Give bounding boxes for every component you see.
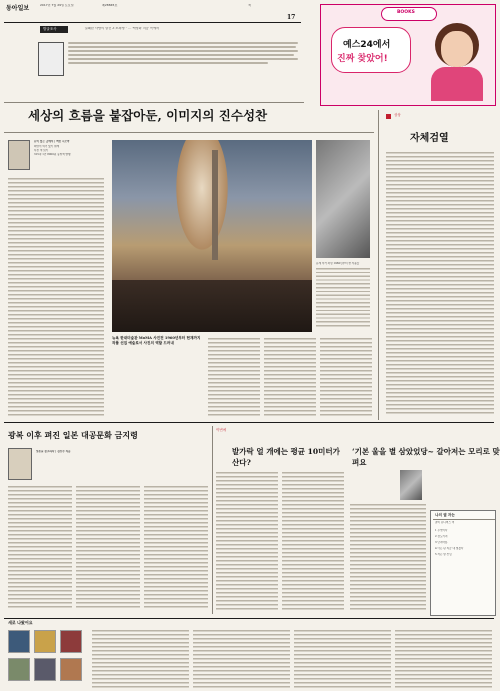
lower-left-headline: 광복 이후 펴진 일본 대공문화 금지령 [8,430,138,440]
new-books-header: 새로 나왔어요 [8,620,33,625]
book-cover[interactable] [60,630,82,653]
bestseller-header: 나의 옆 자는 [435,513,455,517]
column-title: “ 실패한 사람의 발견 3 조폭생 ” … 백영화 지능 속에서 [82,27,160,30]
new-books-text [92,630,494,688]
feature-photo [112,140,312,332]
ad-logo-text: BOOKS [397,10,415,15]
ad-bubble [331,27,411,73]
column-tag-label: 발굴조사 [43,27,57,31]
bestseller-subheader: 골비 유니버스 책 [435,521,455,524]
lower-mid-tag: 이번에 [216,428,227,432]
lower-mid-divider [212,426,213,614]
masthead-rule [4,22,301,23]
feature-body-col-4 [320,338,372,418]
ad-illustration [423,15,489,103]
side-caption-text [316,268,370,328]
bestseller-row[interactable]: 1 무엇이다 [435,529,448,532]
feature-body-col-2 [208,338,260,418]
page-number: 17 [287,14,296,21]
column-thumb [38,42,64,76]
side-photo [316,140,370,258]
review-body [386,152,494,416]
feature-bottom-rule [4,132,374,133]
lower-mid-body [216,472,344,612]
lower-left-book: 일본을 물고하다 | 김신수 지음 [36,450,71,453]
feature-body-left [8,178,104,418]
book-cover[interactable] [8,630,30,653]
lower-left-cover [8,448,32,480]
review-tag: 상상 [394,113,401,117]
lower-right-body [350,504,426,612]
bestseller-box [430,510,496,616]
ad-line-1: 예스24에서 [343,40,391,50]
paper-name: 동아일보 [6,5,30,12]
book-cover[interactable] [34,658,56,681]
bestseller-row[interactable]: 2 삼도리지 [435,535,448,538]
advertisement[interactable] [320,4,496,106]
review-tag-bullet [386,114,391,119]
feature-body-col-3 [264,338,316,418]
lower-right-headline: ‘기본 울을 별 삼았었당~ 갈아저는 모리로 맞펴요 [352,447,500,467]
feature-top-rule [4,102,304,103]
bestseller-row[interactable]: 5 작은 말 산림 [435,553,452,556]
review-divider [378,110,379,420]
section-divider [4,422,494,423]
issue-date: 2017년 7월 29일 토요일 [40,4,74,7]
book-meta-1: 희망이 여기 있기 위해 [34,145,60,148]
bestseller-row[interactable]: 4 너는 판 지금 내 생겼다 [435,547,464,550]
column-text [68,40,302,80]
lower-mid-headline: 발가락 얼 개에는 평균 10미터가 산다? [232,447,340,467]
ad-line-2: 진짜 찾았어! [337,54,388,64]
lower-right-thumb [400,470,422,500]
lower-left-body [8,486,208,610]
book-cover[interactable] [60,658,82,681]
new-books-rule [4,618,494,619]
book-meta-3: 315쪽 1만 8000원 동양책 발행 [34,153,71,156]
photo-caption: 뉴욕 한대미술관 MoMA 사진전 1960년부터 현재까지 작품 선집 예술로서 사진의 역할 드러내 [112,336,201,345]
issue-edition: 제28845호 [102,4,118,7]
book-cover [8,140,30,170]
book-cover[interactable] [34,630,56,653]
book-cover[interactable] [8,658,30,681]
side-photo-caption: 문세 작가 퍼낸 1960년부터 한 작품들 [316,262,360,265]
new-books-covers [8,630,88,686]
review-headline: 자체검열 [410,133,449,144]
book-title: 문이 있는 곳에서 | 백민 시오마 [34,140,70,143]
feature-headline: 세상의 흐름을 붙잡아둔, 이미지의 진수성찬 [28,108,268,123]
bestseller-row[interactable]: 3 단지아름 [435,541,448,544]
section-label: 책 [248,4,251,7]
book-meta-2: 다른 책 읽기 [34,149,49,152]
